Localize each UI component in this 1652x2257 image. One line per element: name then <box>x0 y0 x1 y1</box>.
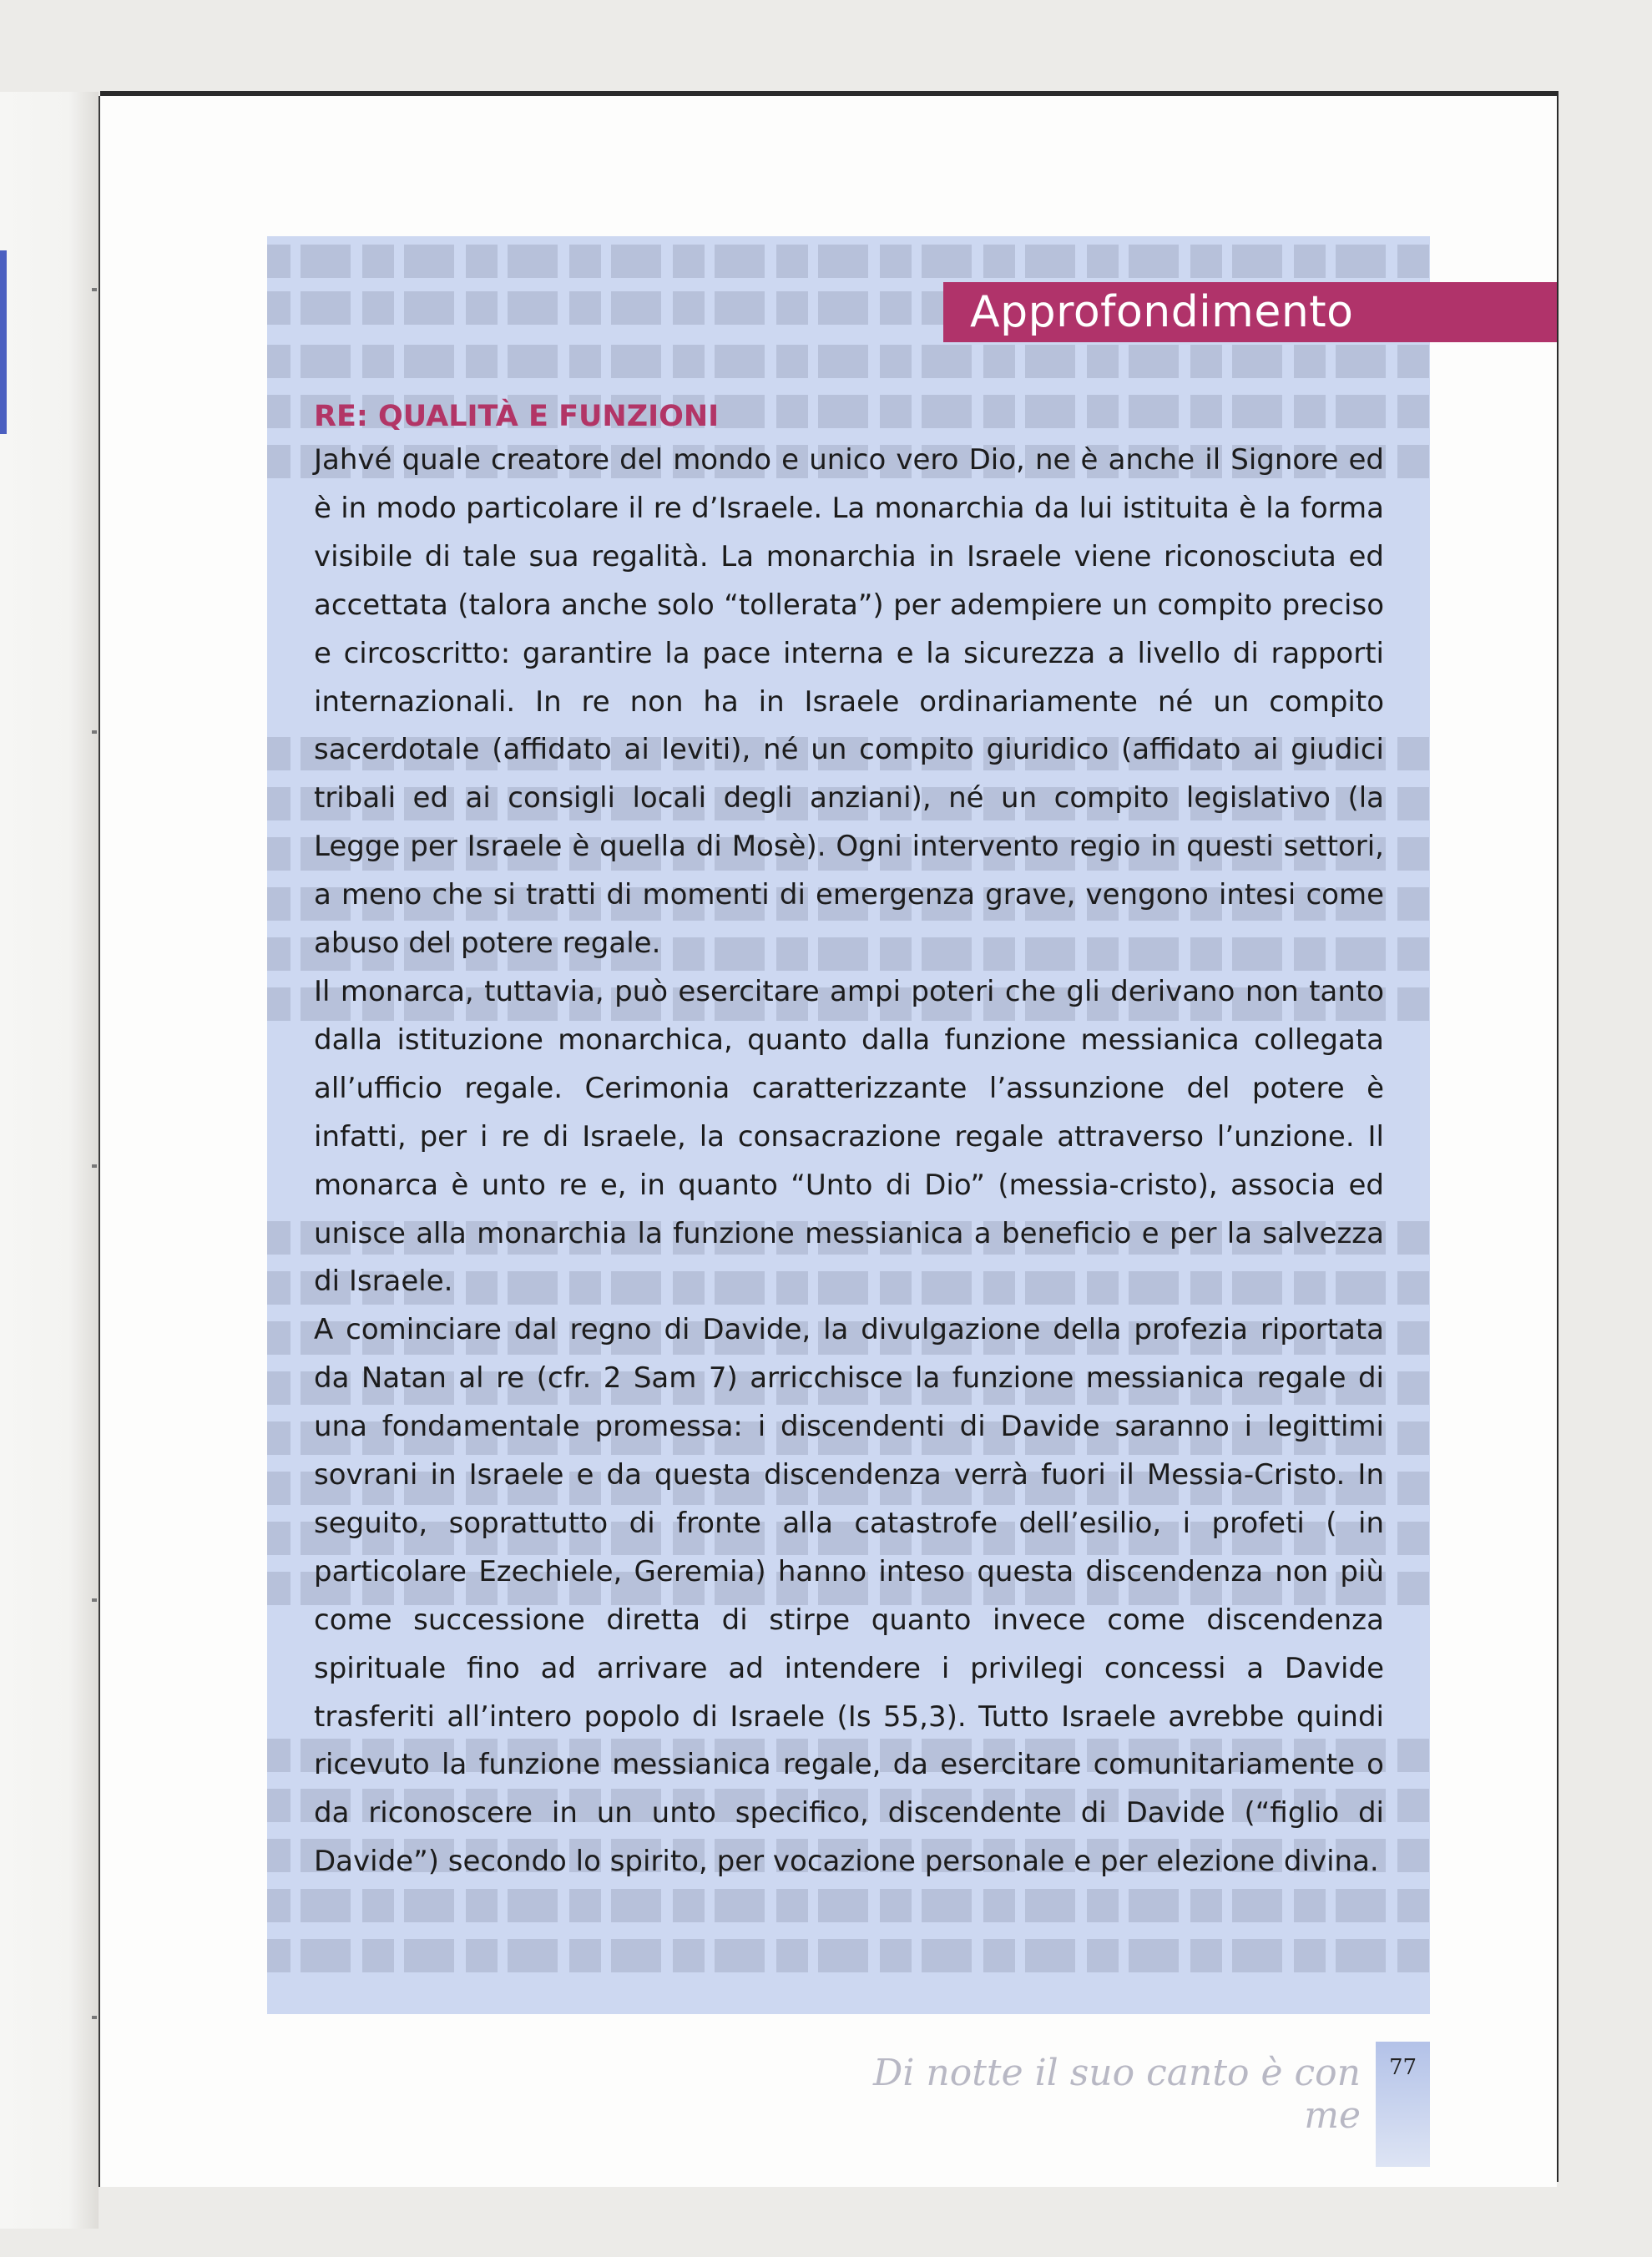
body-paragraph: Il monarca, tuttavia, può esercitare ampi poteri che gli derivano non tanto dalla istituzione monarchica, quanto dalla funzione messianica collegata all’ufficio regale. Cerimonia caratterizzante l’assunzione del potere è infatti, per i re di Israele, la consacrazione regale attraverso l’unzione. Il monarca è unto re e, in quanto “Unto di Dio” (messia-cristo), associa ed unisce alla monarchia la funzione messianica a beneficio e per la salvezza di Israele. <box>314 974 1384 1299</box>
binding-stitch <box>92 288 97 291</box>
facing-page-edge <box>0 92 99 2229</box>
binding-stitch <box>92 2016 97 2019</box>
binding-stitch <box>92 730 97 734</box>
page-number: 77 <box>1388 2055 1417 2080</box>
running-footer-title: Di notte il suo canto è con me <box>873 2052 1361 2137</box>
body-paragraph: A cominciare dal regno di Davide, la divulgazione della profezia riportata da Natan al re (cfr. 2 Sam 7) arricchisce la funzione messianica regale di una fondamentale promessa: i discendenti di Davide saranno i legittimi sovrani in Israele e da questa discendenza verrà fuori il Messia-Cristo. In seguito, soprattutto di fronte alla catastrofe dell’esilio, i profeti ( in particolare Ezechiele, Geremia) hanno inteso questa discendenza non più come successione diretta di stirpe quanto invece come discendenza spirituale fino ad arrivare ad intendere i privilegi concessi a Davide trasferiti all’intero popolo di Israele (Is 55,3). Tutto Israele avrebbe quindi ricevuto la funzione messianica regale, da esercitare comunitariamente o da riconoscere in un unto specifico, discendente di Davide (“figlio di Davide”) secondo lo spirito, per vocazione personale e per elezione divina. <box>314 1313 1384 1879</box>
box-body <box>314 437 1384 1886</box>
binding-stitch <box>92 1164 97 1168</box>
binding-stitch <box>92 1598 97 1602</box>
box-heading: RE: QUALITÀ E FUNZIONI <box>314 400 720 433</box>
section-banner: Approfondimento <box>943 282 1557 342</box>
body-paragraph: Jahvé quale creatore del mondo e unico vero Dio, ne è anche il Signore ed è in modo particolare il re d’Israele. La monarchia da lui istituita è la forma visibile di tale sua regalità. La monarchia in Israele viene riconosciuta ed accettata (talora anche solo “tollerata”) per adempiere un compito preciso e circoscritto: garantire la pace interna e la sicurezza a livello di rapporti internazionali. In re non ha in Israele ordinariamente né un compito sacerdotale (affidato ai leviti), né un compito giuridico (affidato ai giudici tribali ed ai consigli locali degli anziani), né un compito legislativo (la Legge per Israele è quella di Mosè). Ogni intervento regio in questi settori, a meno che si tratti di momenti di emergenza grave, vengono intesi come abuso del potere regale. <box>314 443 1384 961</box>
facing-page-color-mark <box>0 250 7 434</box>
